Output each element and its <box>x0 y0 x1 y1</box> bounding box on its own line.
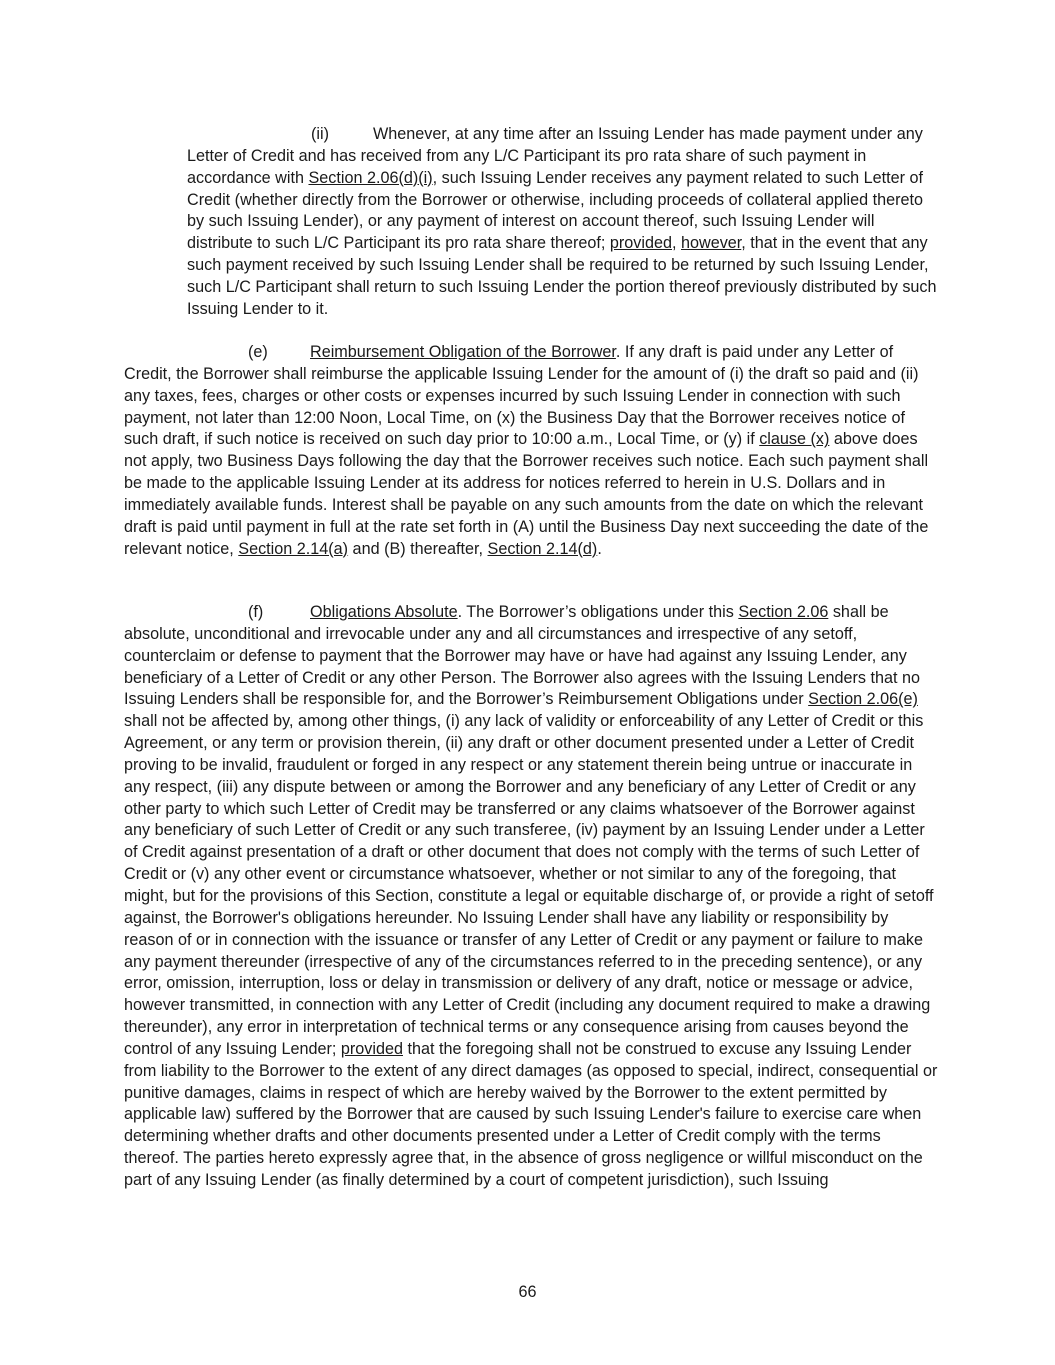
clause-reference: clause (x) <box>759 430 830 449</box>
section-reference: Section 2.14(a) <box>238 539 349 558</box>
section-reference: Section 2.06 <box>738 603 829 621</box>
paragraph-text: that the foregoing shall not be construed to excuse any Issuing Lender from liability to the Borrower to the extent of any direct damages (as opposed to special, indirect, consequential or punitive damages, claims in respect of which are hereby waived by the Borrower to the extent permitted by applicable law) suffered by the Borrower that are caused by such Issuing Lender's failure to exercise care when determining whether drafts and other documents presented under a Letter of Credit comply with the terms thereof. The parties hereto expressly agree that, in the absence of gross negligence or willful misconduct on the part of any Issuing Lender (as finally determined by a court of competent jurisdiction), such Issuing <box>124 1039 938 1189</box>
section-reference: Section 2.14(d) <box>487 539 598 558</box>
paragraph-f <box>124 602 938 1192</box>
paragraph-text: , that in the event that any such payment received by such Issuing Lender shall be required to be returned by such Issuing Lender, such L/C Participant shall return to such Issuing Lender the portion thereof previously distributed by such Issuing Lender to it. <box>187 234 937 318</box>
paragraph-ii <box>187 124 937 321</box>
paragraph-e <box>124 342 938 560</box>
paragraph-heading: Reimbursement Obligation of the Borrower <box>310 343 616 361</box>
defined-term: provided <box>340 1039 403 1058</box>
paragraph-text: , <box>672 234 681 253</box>
section-reference: Section 2.06(e) <box>808 690 918 709</box>
paragraph-text: Whenever, at any time after an Issuing Lender has made payment under any Letter of Credit and has received from any L/C Participant its pro rata share of such payment in accordance with <box>187 125 923 187</box>
paragraph-text: shall be absolute, unconditional and irrevocable under any and all circumstances and irrespective of any setoff, counterclaim or defense to payment that the Borrower may have or have had against any Issuing Lender, any beneficiary of a Letter of Credit or any other Person. The Borrower also agrees with the Issuing Lenders that no Issuing Lenders shall be responsible for, and the Borrower’s Reimbursement Obligations under <box>124 603 921 709</box>
page-number: 66 <box>518 1283 537 1301</box>
paragraph-text: . The Borrower’s obligations under this <box>457 603 739 621</box>
paragraph-number: (f) <box>248 603 264 621</box>
paragraph-heading: Obligations Absolute <box>310 603 458 621</box>
paragraph-text: above does not apply, two Business Days following the day that the Borrower receives such notice. Each such payment shall be made to the applicable Issuing Lender at its address for notices referred to herein in U.S. Dollars and in immediately available funds. Interest shall be payable on any such amounts from the date on which the relevant draft is paid until payment in full at the rate set forth in (A) until the Business Day next succeeding the date of the relevant notice, <box>124 430 929 558</box>
paragraph-text: shall not be affected by, among other things, (i) any lack of validity or enforceability of any Letter of Credit or this Agreement, or any term or provision therein, (ii) any draft or other document presented under a Letter of Credit proving to be invalid, fraudulent or forged in any respect or any statement therein being untrue or inaccurate in any respect, (iii) any dispute between or among the Borrower and any beneficiary of any Letter of Credit or any other party to which such Letter of Credit may be transferred or any claims whatsoever of the Borrower against any beneficiary of such Letter of Credit or any such transferee, (iv) payment by an Issuing Lender under a Letter of Credit against presentation of a draft or other document that does not comply with the terms of such Letter of Credit or (v) any other event or circumstance whatsoever, whether or not similar to any of the foregoing, that might, but for the provisions of this Section, constitute a legal or equitable discharge of, or provide a right of setoff against, the Borrower's obligations hereunder. No Issuing Lender shall have any liability or responsibility by reason of or in connection with the issuance or transfer of any Letter of Credit or any payment or failure to make any payment thereunder (irrespective of any of the circumstances referred to in the preceding sentence), or any error, omission, interruption, loss or delay in transmission or delivery of any draft, notice or message or advice, however transmitted, in connection with any Letter of Credit (including any document required to make a drawing thereunder), any error in interpretation of technical terms or any consequence arising from causes beyond the control of any Issuing Lender; <box>124 712 934 1058</box>
paragraph-text: and (B) thereafter, <box>348 539 488 558</box>
defined-term: however <box>681 234 742 253</box>
paragraph-text: . <box>597 539 602 558</box>
paragraph-number: (e) <box>248 343 268 361</box>
section-reference: Section 2.06(d)(i) <box>308 168 433 187</box>
defined-term: provided <box>609 234 672 253</box>
paragraph-text: , such Issuing Lender receives any payment related to such Letter of Credit (whether directly from the Borrower or otherwise, including proceeds of collateral applied thereto by such Issuing Lender), or any payment of interest on account thereof, such Issuing Lender will distribute to such L/C Participant its pro rata share thereof; <box>187 168 924 253</box>
paragraph-text: . If any draft is paid under any Letter of Credit, the Borrower shall reimburse the applicable Issuing Lender for the amount of (i) the draft so paid and (ii) any taxes, fees, charges or other costs or expenses incurred by such Issuing Lender in connection with such payment, not later than 12:00 Noon, Local Time, on (x) the Business Day that the Borrower receives notice of such draft, if such notice is received on such day prior to 10:00 a.m., Local Time, or (y) if <box>124 343 919 449</box>
paragraph-number: (ii) <box>311 125 329 143</box>
